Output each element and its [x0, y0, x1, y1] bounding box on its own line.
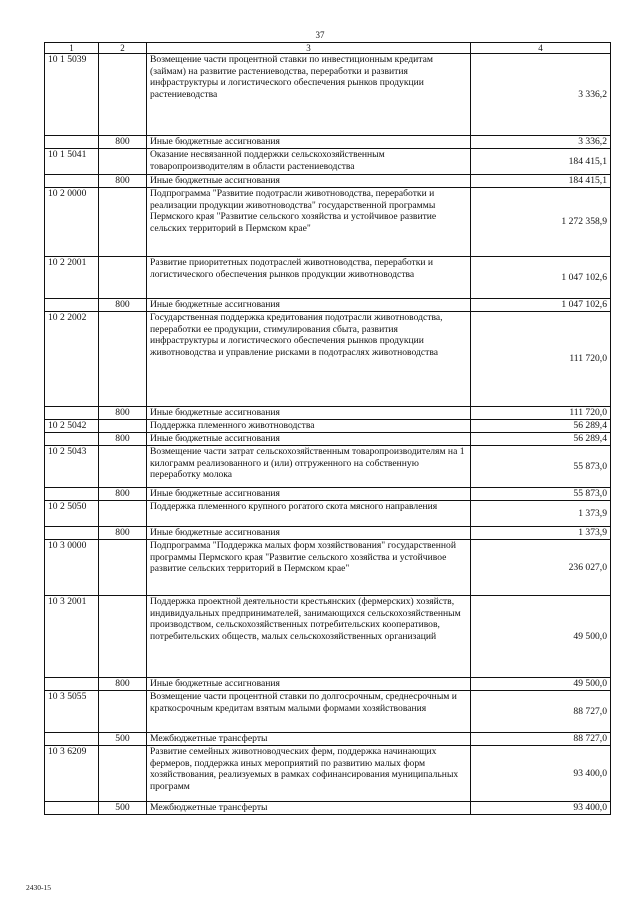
item-name-cell: Государственная поддержка кредитования подотрасли животноводства, переработки ее продукции, стимулирования сбыта, развития инфраструктуры и логистического обеспечения рынков продукции животноводства и управление рисками в подотраслях животноводства — [147, 312, 471, 407]
target-code-cell: 10 2 0000 — [45, 188, 99, 257]
expense-group-cell: 500 — [99, 802, 147, 815]
table-row — [45, 488, 611, 501]
table-row — [45, 257, 611, 299]
amount-cell: 88 727,0 — [471, 691, 611, 733]
target-code-cell — [45, 527, 99, 540]
page-number: 37 — [315, 30, 325, 40]
amount-cell: 184 415,1 — [471, 175, 611, 188]
target-code-cell — [45, 136, 99, 149]
target-code-cell: 10 2 5042 — [45, 420, 99, 433]
item-name-cell: Подпрограмма "Поддержка малых форм хозяйствования" государственной программы Пермского края "Развитие сельского хозяйства и устойчивое развитие сельских территорий в Пермском крае" — [147, 540, 471, 596]
expense-group-cell — [99, 420, 147, 433]
amount-cell: 1 272 358,9 — [471, 188, 611, 257]
table-row — [45, 540, 611, 596]
expense-group-cell: 800 — [99, 407, 147, 420]
target-code-cell: 10 2 5050 — [45, 501, 99, 527]
amount-cell: 111 720,0 — [471, 407, 611, 420]
item-name-cell: Иные бюджетные ассигнования — [147, 175, 471, 188]
expense-group-cell: 800 — [99, 433, 147, 446]
target-code-cell — [45, 802, 99, 815]
item-name-cell: Иные бюджетные ассигнования — [147, 527, 471, 540]
expense-group-cell: 800 — [99, 299, 147, 312]
column-number: 1 — [45, 43, 99, 54]
column-number-row — [45, 43, 611, 54]
item-name-cell: Оказание несвязанной поддержки сельскохозяйственным товаропроизводителям в области растениеводства — [147, 149, 471, 175]
table-row — [45, 746, 611, 802]
amount-cell: 111 720,0 — [471, 312, 611, 407]
item-name-cell: Возмещение части процентной ставки по инвестиционным кредитам (займам) на развитие растениеводства, переработки и развития инфраструктуры и логистического обеспечения рынков продукции растениеводства — [147, 54, 471, 136]
table-row — [45, 175, 611, 188]
amount-cell: 236 027,0 — [471, 540, 611, 596]
amount-cell: 55 873,0 — [471, 446, 611, 488]
amount-cell: 49 500,0 — [471, 596, 611, 678]
expense-group-cell — [99, 188, 147, 257]
item-name-cell: Развитие приоритетных подотраслей животноводства, переработки и логистического обеспечения рынков продукции животноводства — [147, 257, 471, 299]
target-code-cell: 10 2 2001 — [45, 257, 99, 299]
table-row — [45, 149, 611, 175]
table-row — [45, 596, 611, 678]
target-code-cell — [45, 733, 99, 746]
expense-group-cell — [99, 501, 147, 527]
table-row — [45, 312, 611, 407]
target-code-cell: 10 3 5055 — [45, 691, 99, 733]
table-row — [45, 433, 611, 446]
table-row — [45, 733, 611, 746]
amount-cell: 88 727,0 — [471, 733, 611, 746]
target-code-cell: 10 2 5043 — [45, 446, 99, 488]
item-name-cell: Подпрограмма "Развитие подотрасли животноводства, переработки и реализации продукции животноводства" государственной программы Пермского края "Развитие сельского хозяйства и устойчивое развитие сельских территорий в Пермском крае" — [147, 188, 471, 257]
expense-group-cell — [99, 746, 147, 802]
target-code-cell — [45, 488, 99, 501]
target-code-cell — [45, 175, 99, 188]
expense-group-cell: 800 — [99, 527, 147, 540]
amount-cell: 3 336,2 — [471, 54, 611, 136]
document-code: 2430-15 — [26, 883, 51, 892]
item-name-cell: Иные бюджетные ассигнования — [147, 488, 471, 501]
expense-group-cell: 500 — [99, 733, 147, 746]
table-row — [45, 188, 611, 257]
table-row — [45, 136, 611, 149]
amount-cell: 1 047 102,6 — [471, 299, 611, 312]
table-row — [45, 407, 611, 420]
target-code-cell — [45, 299, 99, 312]
table-row — [45, 446, 611, 488]
item-name-cell: Межбюджетные трансферты — [147, 733, 471, 746]
item-name-cell: Иные бюджетные ассигнования — [147, 433, 471, 446]
item-name-cell: Развитие семейных животноводческих ферм, поддержка начинающих фермеров, поддержка иных мероприятий по развитию малых форм хозяйствования, реализуемых в рамках софинансирования муниципальных программ — [147, 746, 471, 802]
column-number: 3 — [147, 43, 471, 54]
item-name-cell: Межбюджетные трансферты — [147, 802, 471, 815]
item-name-cell: Иные бюджетные ассигнования — [147, 299, 471, 312]
column-number: 2 — [99, 43, 147, 54]
target-code-cell — [45, 678, 99, 691]
table-row — [45, 501, 611, 527]
amount-cell: 55 873,0 — [471, 488, 611, 501]
item-name-cell: Иные бюджетные ассигнования — [147, 407, 471, 420]
column-number: 4 — [471, 43, 611, 54]
amount-cell: 1 373,9 — [471, 501, 611, 527]
expense-group-cell — [99, 691, 147, 733]
table-row — [45, 54, 611, 136]
item-name-cell: Иные бюджетные ассигнования — [147, 678, 471, 691]
expense-group-cell — [99, 596, 147, 678]
item-name-cell: Поддержка племенного крупного рогатого скота мясного направления — [147, 501, 471, 527]
target-code-cell — [45, 407, 99, 420]
amount-cell: 56 289,4 — [471, 420, 611, 433]
item-name-cell: Возмещение части затрат сельскохозяйственным товаропроизводителям на 1 килограмм реализованного и (или) отгруженного на собственную переработку молока — [147, 446, 471, 488]
table-row — [45, 691, 611, 733]
expense-group-cell: 800 — [99, 136, 147, 149]
target-code-cell: 10 1 5041 — [45, 149, 99, 175]
item-name-cell: Возмещение части процентной ставки по долгосрочным, среднесрочным и краткосрочным кредитам взятым малыми формами хозяйствования — [147, 691, 471, 733]
amount-cell: 56 289,4 — [471, 433, 611, 446]
amount-cell: 3 336,2 — [471, 136, 611, 149]
target-code-cell: 10 3 2001 — [45, 596, 99, 678]
target-code-cell: 10 3 6209 — [45, 746, 99, 802]
budget-table-body — [45, 43, 611, 815]
expense-group-cell — [99, 540, 147, 596]
target-code-cell: 10 1 5039 — [45, 54, 99, 136]
table-row — [45, 802, 611, 815]
table-row — [45, 299, 611, 312]
expense-group-cell: 800 — [99, 175, 147, 188]
amount-cell: 93 400,0 — [471, 746, 611, 802]
amount-cell: 93 400,0 — [471, 802, 611, 815]
target-code-cell: 10 3 0000 — [45, 540, 99, 596]
expense-group-cell: 800 — [99, 488, 147, 501]
expense-group-cell — [99, 257, 147, 299]
target-code-cell — [45, 433, 99, 446]
amount-cell: 184 415,1 — [471, 149, 611, 175]
amount-cell: 1 373,9 — [471, 527, 611, 540]
item-name-cell: Поддержка племенного животноводства — [147, 420, 471, 433]
expense-group-cell — [99, 54, 147, 136]
amount-cell: 1 047 102,6 — [471, 257, 611, 299]
table-row — [45, 527, 611, 540]
expense-group-cell — [99, 312, 147, 407]
table-row — [45, 678, 611, 691]
amount-cell: 49 500,0 — [471, 678, 611, 691]
expense-group-cell: 800 — [99, 678, 147, 691]
expense-group-cell — [99, 149, 147, 175]
target-code-cell: 10 2 2002 — [45, 312, 99, 407]
item-name-cell: Иные бюджетные ассигнования — [147, 136, 471, 149]
item-name-cell: Поддержка проектной деятельности крестьянских (фермерских) хозяйств, индивидуальных предпринимателей, занимающихся сельскохозяйственным производством, сельскохозяйственных потребительских кооперативов, потребительских обществ, малых сельскохозяйственных организаций — [147, 596, 471, 678]
table-row — [45, 420, 611, 433]
expense-group-cell — [99, 446, 147, 488]
budget-table — [44, 42, 611, 815]
